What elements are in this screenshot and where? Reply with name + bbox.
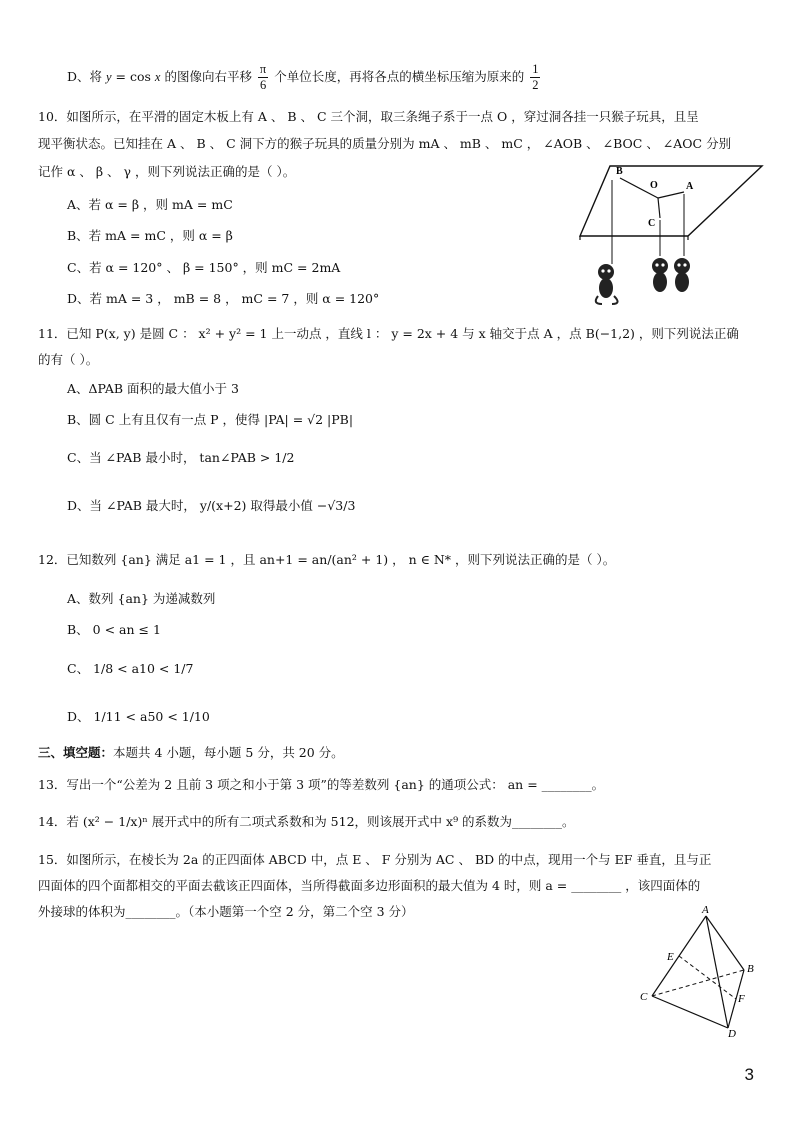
q12-option-a: A、数列 {an} 为递减数列: [67, 591, 216, 606]
q10-stem-line2: 现平衡状态。已知挂在 A 、 B 、 C 洞下方的猴子玩具的质量分别为 mA 、 mB 、 mC ， ∠AOB 、 ∠BOC 、 ∠AOC 分别: [38, 136, 732, 151]
section-3-heading: [38, 744, 344, 762]
q14: 14．若 (x² − 1/x)ⁿ 展开式中的所有二项式系数和为 512，则该展开式中 x⁹ 的系数为________。: [38, 814, 575, 829]
q9-option-d: D、将 y = cos x 的图像向右平移 $\frac{\pi}{6}$ 个单位长度，再将各点的横坐标压缩为原来的 $\frac{1}{2}$: [67, 62, 539, 92]
q12-option-b: B、 0 < an ≤ 1: [67, 622, 161, 637]
q12-stem: 12．已知数列 {an} 满足 a1 = 1 ，且 an+1 = an/(an² + 1) ， n ∈ N* ，则下列说法正确的是（ ）。: [38, 552, 616, 567]
q12-option-c: C、 1/8 < a10 < 1/7: [67, 661, 194, 676]
q11-option-c: C、当 ∠PAB 最小时， tan∠PAB > 1/2: [67, 450, 295, 465]
rope-oc: [658, 198, 660, 218]
q15-line3: 外接球的体积为________。（本小题第一个空 2 分，第二个空 3 分）: [38, 904, 414, 919]
q10-figure: [576, 160, 766, 308]
fig15-label-a: A: [702, 904, 709, 916]
q15-line1: 15．如图所示，在棱长为 2a 的正四面体 ABCD 中，点 E 、 F 分别为 AC 、 BD 的中点，现用一个与 EF 垂直，且与正: [38, 852, 712, 867]
q10-stem-line1: 10．如图所示，在平滑的固定木板上有 A 、 B 、 C 三个洞，取三条绳子系于一点 O ，穿过洞各挂一只猴子玩具，且呈: [38, 109, 699, 124]
q12-option-d: D、 1/11 < a50 < 1/10: [67, 709, 210, 724]
q11-option-d: D、当 ∠PAB 最大时， y/(x+2) 取得最小值 −√3/3: [67, 498, 356, 513]
fig-label-o: O: [650, 180, 658, 191]
fig15-label-d: D: [728, 1028, 736, 1040]
q10-option-b: B、若 mA = mC ，则 α = β: [67, 228, 233, 243]
monkey-b-icon: [596, 264, 618, 304]
fig-label-a: A: [686, 181, 694, 192]
q11-option-b: B、圆 C 上有且仅有一点 P ，使得 |PA| = √2 |PB|: [67, 412, 354, 427]
board-outline: [580, 166, 762, 236]
fig-label-c: C: [648, 218, 656, 229]
fig15-label-f: F: [738, 993, 745, 1005]
q15-line2: 四面体的四个面都相交的平面去截该正四面体，当所得截面多边形面积的最大值为 4 时，则 a = ________ ，该四面体的: [38, 878, 701, 893]
q10-stem-line3: 记作 α 、 β 、 γ ，则下列说法正确的是（ ）。: [38, 164, 296, 179]
fig-label-b: B: [616, 166, 623, 177]
fig15-label-c: C: [640, 991, 648, 1003]
section-3-title: 三、填空题：: [38, 745, 114, 760]
fig15-label-e: E: [667, 951, 674, 963]
q11-stem-line1: 11．已知 P(x, y) 是圆 C ： x² + y² = 1 上一动点 ，直线 l ： y = 2x + 4 与 x 轴交于点 A ，点 B(−1,2) ，则下列说法正确: [38, 326, 739, 341]
rope-oa: [658, 192, 684, 198]
q10-option-a: A、若 α = β ，则 mA = mC: [67, 197, 233, 212]
q11-option-a: A、ΔPAB 面积的最大值小于 3: [67, 381, 239, 396]
fig15-label-b: B: [747, 963, 754, 975]
q15-tetrahedron-figure: [634, 902, 764, 1042]
q10-option-c: C、若 α = 120° 、 β = 150° ，则 mC = 2mA: [67, 260, 341, 275]
section-3-text: 本题共 4 小题，每小题 5 分，共 20 分。: [113, 745, 344, 760]
q11-stem-line2: 的有（ ）。: [38, 352, 99, 367]
q10-option-d: D、若 mA = 3 ， mB = 8 ， mC = 7 ，则 α = 120°: [67, 291, 380, 306]
monkey-c-icon: [652, 258, 668, 292]
page-number: 3: [744, 1065, 754, 1084]
q13: 13．写出一个“公差为 2 且前 3 项之和小于第 3 项”的等差数列 {an} 的通项公式： an = ________。: [38, 777, 605, 792]
monkey-a-icon: [674, 258, 690, 292]
